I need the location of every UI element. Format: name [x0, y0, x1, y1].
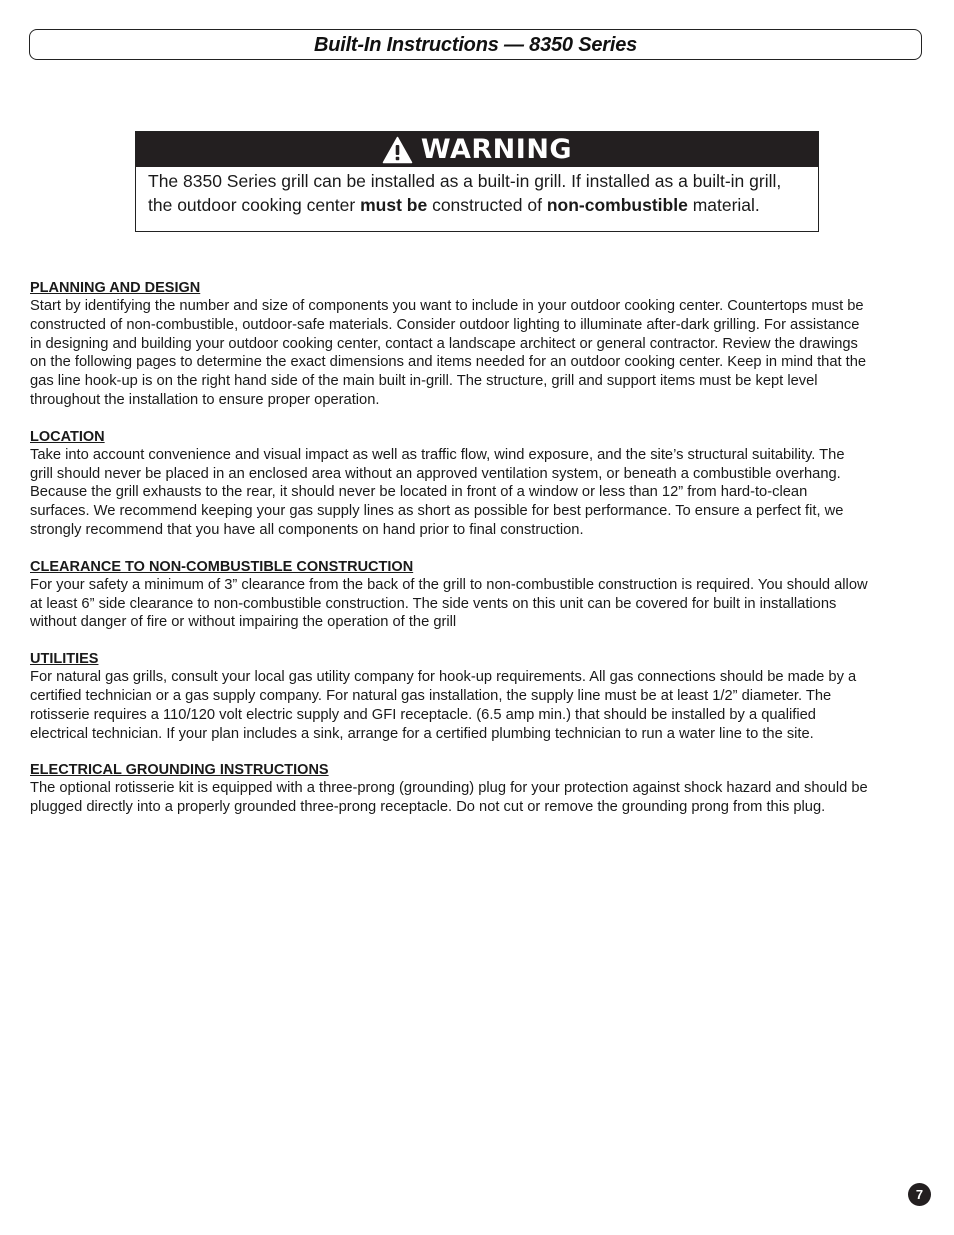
section-body: For your safety a minimum of 3” clearance from the back of the grill to non-combustible construction is required. You should allow at least 6” side clearance to non-combustible construction. The side vents on this unit can be covered for built in installations without danger of fire or without impairing the operation of the grill [30, 576, 868, 631]
section-grounding [30, 761, 870, 817]
section-utilities [30, 650, 870, 743]
instructions-content [30, 279, 870, 835]
section-body: Take into account convenience and visual impact as well as traffic flow, wind exposure, and the site’s structural suitability. The grill should never be placed in an enclosed area without an approved ventilation system, or beneath a combustible overhang. Because the grill exhausts to the rear, it should never be located in front of a window or less than 12” from hard-to-clean surfaces. We recommend keeping your gas supply lines as short as possible for best performance. To ensure a perfect fit, we strongly recommend that you have all components on hand prior to final construction. [30, 446, 845, 538]
warning-triangle-icon [382, 136, 413, 164]
page-title: Built-In Instructions — 8350 Series [313, 33, 638, 56]
section-planning [30, 279, 870, 410]
section-clearance [30, 558, 870, 632]
section-heading: CLEARANCE TO NON-COMBUSTIBLE CONSTRUCTION [30, 558, 414, 575]
warning-text-emphasis: non-combustible [546, 195, 688, 215]
warning-message [136, 167, 818, 217]
warning-text-part: The 8350 Series grill can be installed as a built-in grill. If installed as a built-in grill, the outdoor cooking center [148, 171, 782, 215]
warning-banner [136, 132, 818, 167]
section-heading: UTILITIES [30, 651, 99, 668]
section-body: For natural gas grills, consult your local gas utility company for hook-up requirements. All gas connections should be made by a certified technician or a gas supply company. For natural gas installation, the supply line must be at least 1/2” diameter. The rotisserie requires a 110/120 volt electric supply and GFI receptacle. (6.5 amp min.) that should be installed by a qualified electrical technician. If your plan includes a sink, arrange for a certified plumbing technician to run a water line to the site. [30, 669, 857, 742]
page-number-badge: 7 [908, 1183, 931, 1206]
warning-title: WARNING [420, 134, 573, 165]
section-location [30, 428, 870, 540]
section-body: The optional rotisserie kit is equipped with a three-prong (grounding) plug for your protection against shock hazard and should be plugged directly into a properly grounded three-prong receptacle. Do not cut or remove the grounding prong from this plug. [30, 780, 868, 816]
warning-text-part: constructed of [427, 195, 547, 215]
page-header [29, 29, 922, 60]
section-body: Start by identifying the number and size of components you want to include in your outdoor cooking center. Countertops must be constructed of non-combustible, outdoor-safe materials. Consider outdoor lighting to illuminate after-dark grilling. For assistance in designing and building your outdoor cooking center, contact a landscape architect or general contractor. Review the drawings on the following pages to determine the exact dimensions and items needed for an outdoor cooking center. Keep in mind that the gas line hook-up is on the right hand side of the main built in-grill. The structure, grill and support items must be kept level throughout the installation to ensure proper operation. [30, 298, 867, 408]
warning-text-emphasis: must be [360, 195, 428, 215]
section-heading: LOCATION [30, 428, 105, 445]
warning-box [135, 131, 819, 232]
section-heading: ELECTRICAL GROUNDING INSTRUCTIONS [30, 762, 329, 779]
section-heading: PLANNING AND DESIGN [30, 280, 201, 296]
warning-text-part: material. [687, 195, 760, 215]
